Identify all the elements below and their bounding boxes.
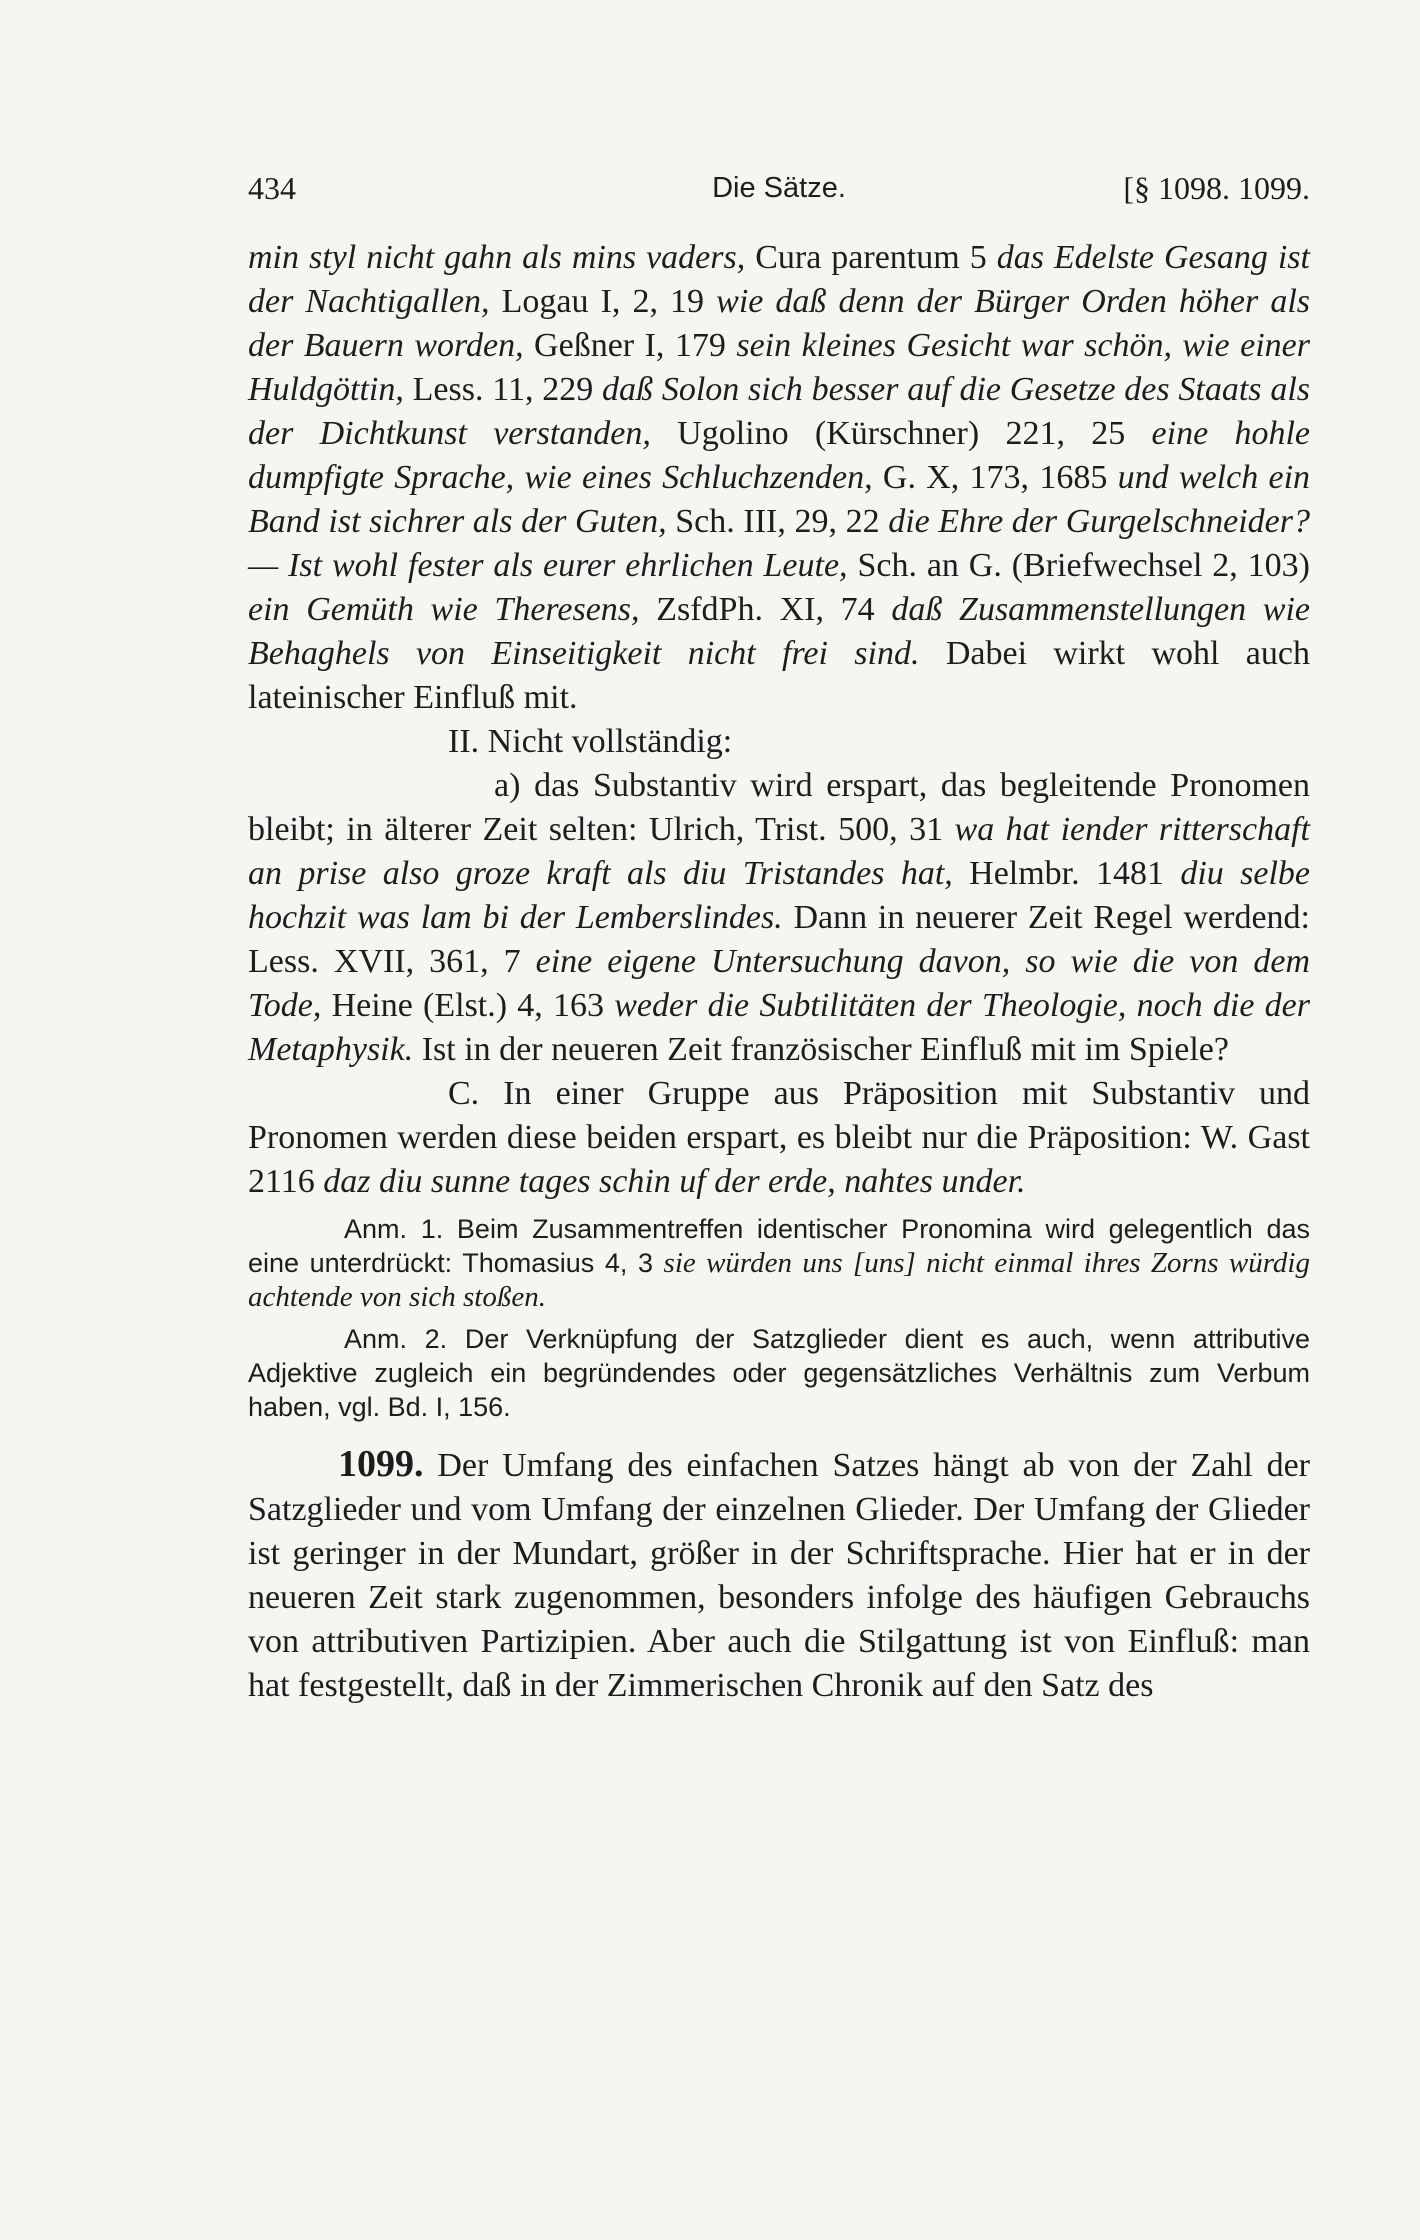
italic-quotation: ein Gemüth wie Theresens,: [248, 591, 640, 628]
italic-quotation: und welch ein Band ist sichrer als der Guten,: [248, 459, 1311, 540]
italic-quotation: diu selbe hochzit was lam bi der Lemberslindes.: [248, 855, 1311, 936]
note-2-label: Anm. 2.: [344, 1324, 448, 1354]
paragraph-examples: [248, 236, 1310, 720]
text-run: Ugolino (Kürschner) 221, 25: [650, 415, 1152, 452]
section-number: 1099.: [338, 1443, 424, 1485]
note-2: [248, 1322, 1310, 1424]
paragraph-heading-ii: [248, 720, 1310, 764]
paragraph-a: [248, 764, 1310, 1072]
page-number: 434: [248, 170, 296, 206]
italic-quotation: das Edelste Gesang ist der Nachtigallen,: [248, 239, 1310, 320]
text-run: Helmbr. 1481: [952, 855, 1181, 892]
text-run: Sch. III, 29, 22: [666, 503, 889, 540]
text-run: Dann in neuerer Zeit Regel werdend: Less. XVII, 361, 7: [248, 899, 1310, 980]
text-run: Geßner I, 179: [523, 327, 737, 364]
italic-quotation: daß Zusammenstellungen wie Behaghels von Einseitigkeit nicht frei sind.: [248, 591, 1311, 672]
text-run: Logau I, 2, 19: [489, 283, 717, 320]
running-title: Die Sätze.: [712, 172, 846, 204]
text-run: Cura parentum 5: [745, 239, 997, 276]
text-run: Less. 11, 229: [403, 371, 603, 408]
text-run: Dabei wirkt wohl auch lateinischer Einfluß mit.: [248, 635, 1310, 716]
section-1099-text: Der Umfang des einfachen Satzes hängt ab von der Zahl der Satzglieder und vom Umfang der einzelnen Glieder. Der Umfang der Glieder ist geringer in der Mundart, größer in der Schriftsprache. Hier hat er in der neueren Zeit stark zugenommen, besonders infolge des häufigen Gebrauchs von attributiven Partizipien. Aber auch die Stilgattung ist von Einfluß: man hat festgestellt, daß in der Zimmerischen Chronik auf den Satz des: [248, 1447, 1310, 1704]
paragraph-c: [248, 1072, 1310, 1204]
text-run: Heine (Elst.) 4, 163: [321, 987, 615, 1024]
italic-quotation: daz diu sunne tages schin uf der erde, nahtes under.: [323, 1163, 1026, 1200]
italic-quotation: eine hohle dumpfigte Sprache, wie eines Schluchzenden,: [248, 415, 1311, 496]
text-run: C. In einer Gruppe aus Präposition mit Substantiv und Pronomen werden diese beiden erspart, es bleibt nur die Präposition: W. Gast 2116: [248, 1075, 1310, 1200]
text-run: a) das Substantiv wird erspart, das begleitende Pronomen bleibt; in älterer Zeit selten: Ulrich, Trist. 500, 31: [248, 767, 1310, 848]
italic-quotation: wie daß denn der Bürger Orden höher als der Bauern worden,: [248, 283, 1310, 364]
text-run: Sch. an G. (Briefwechsel 2, 103): [847, 547, 1311, 584]
section-1099: [248, 1442, 1310, 1708]
italic-quotation: wa hat iender ritterschaft an prise also groze kraft als diu Tristandes hat,: [248, 811, 1310, 892]
text-run: Der Verknüpfung der Satzglieder dient es auch, wenn attributive Adjektive zugleich ein begründendes oder gegensätzliches Verhältnis zum Verbum haben, vgl. Bd. I, 156.: [248, 1324, 1310, 1422]
italic-quotation: die Ehre der Gurgelschneider? — Ist wohl fester als eurer ehrlichen Leute,: [248, 503, 1310, 584]
text-run: Beim Zusammentreffen identischer Pronomina wird gelegentlich das eine unterdrückt: Thomasius 4, 3: [248, 1214, 1310, 1278]
text-run: Ist in der neueren Zeit französischer Einfluß mit im Spiele?: [413, 1031, 1229, 1068]
italic-quotation: sie würden uns [uns] nicht einmal ihres Zorns würdig achtende von sich stoßen.: [248, 1247, 1310, 1313]
page-body: [248, 236, 1310, 1708]
italic-quotation: weder die Subtilitäten der Theologie, noch die der Metaphysik.: [248, 987, 1310, 1068]
section-reference: [§ 1098. 1099.: [1123, 170, 1310, 206]
page-header: [248, 168, 1310, 208]
italic-quotation: eine eigene Untersuchung davon, so wie die von dem Tode,: [248, 943, 1310, 1024]
text-run: G. X, 173, 1685: [872, 459, 1118, 496]
note-1: [248, 1212, 1310, 1314]
text-run: II. Nicht vollständig:: [448, 723, 733, 760]
italic-quotation: daß Solon sich besser auf die Gesetze des Staats als der Dichtkunst verstanden,: [248, 371, 1310, 452]
text-run: ZsfdPh. XI, 74: [639, 591, 892, 628]
note-1-label: Anm. 1.: [344, 1214, 444, 1244]
italic-quotation: sein kleines Gesicht war schön, wie einer Huldgöttin,: [248, 327, 1310, 408]
italic-quotation: min styl nicht gahn als mins vaders,: [248, 239, 746, 276]
